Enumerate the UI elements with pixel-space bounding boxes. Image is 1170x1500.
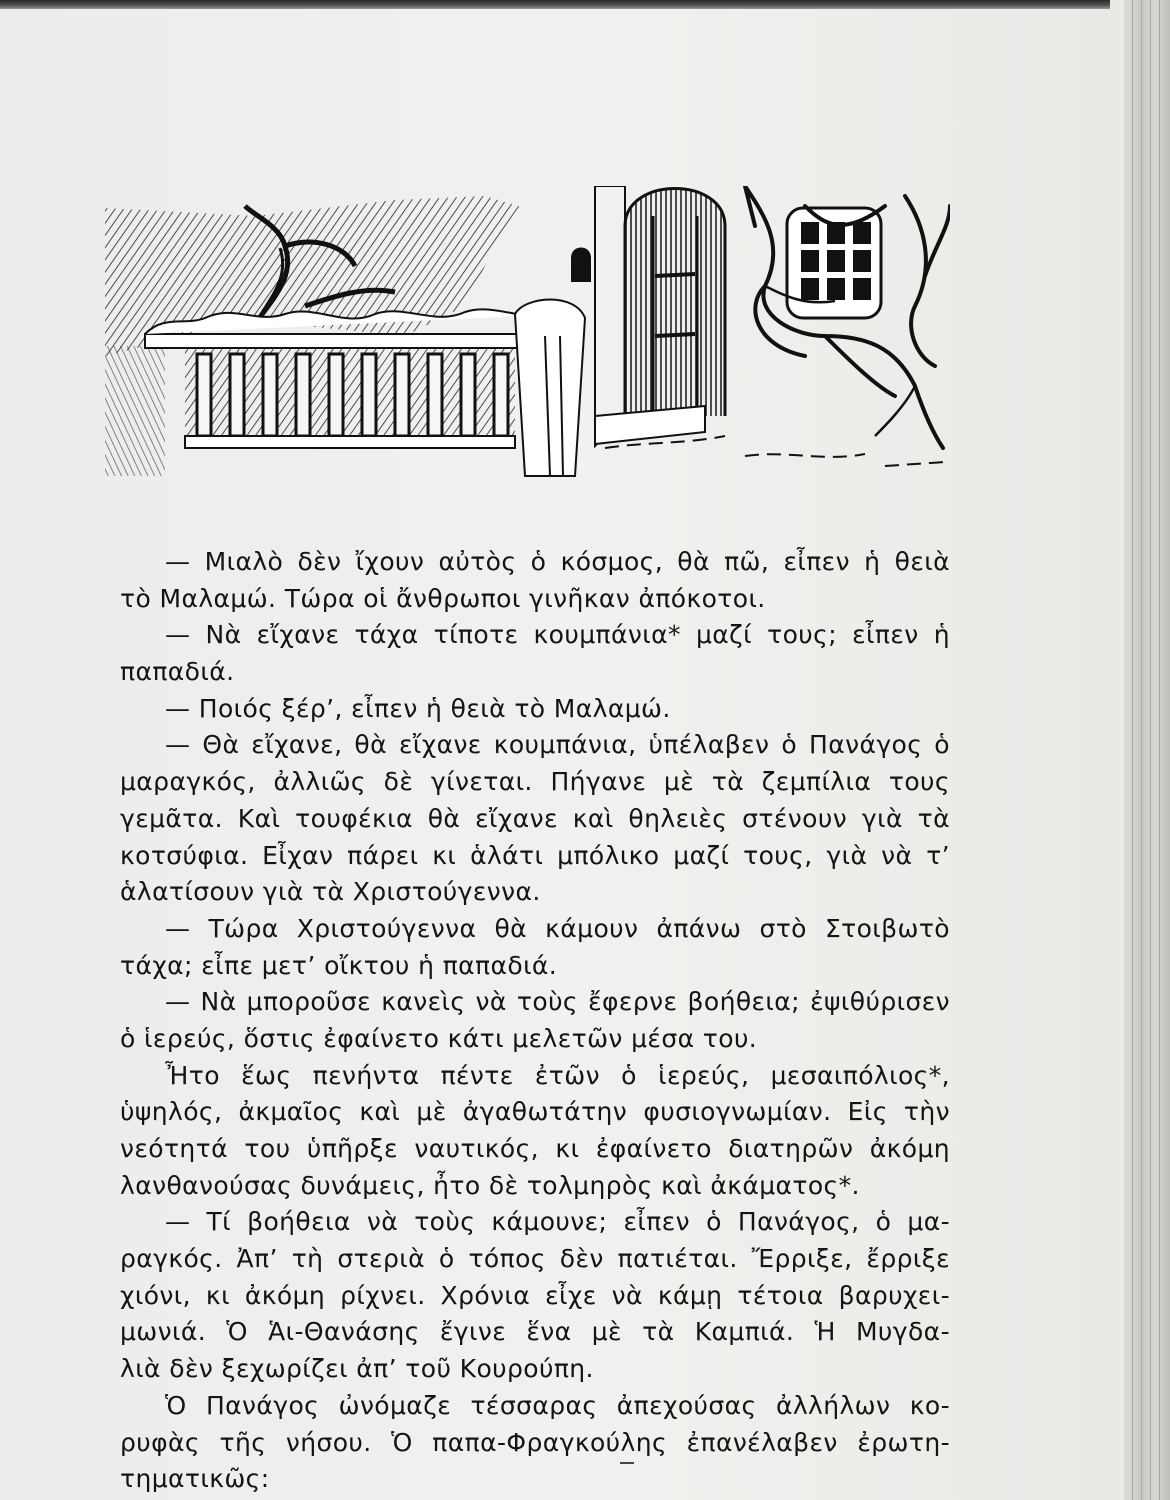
text-line: μωνιά. Ὁ Ἁι-Θανάσης ἔγινε ἕνα μὲ τὰ Καμπιά. Ἡ Μυγδα- [120,1317,950,1347]
text-line: ρυφὰς τῆς νήσου. Ὁ παπα-Φραγκούλης ἐπανέλαβεν ἐρωτη- [120,1427,950,1457]
text-line: κοτσύφια. Εἶχαν πάρει κι ἁλάτι μπόλικο μαζί τους, γιὰ νὰ τ’ [120,840,950,870]
text-line: — Νὰ εἴχανε τάχα τίποτε κουμπάνια* μαζί τους; εἶπεν ἡ [165,620,950,650]
text-line: — Νὰ μποροῦσε κανεὶς νὰ τοὺς ἔφερνε βοήθεια; ἐψιθύρισεν [165,987,950,1017]
text-line: — Ποιός ξέρ’, εἶπεν ἡ θειὰ τὸ Μαλαμώ. [165,693,671,723]
text-line: ὑψηλός, ἀκμαῖος καὶ μὲ ἀγαθωτάτην φυσιογνωμίαν. Εἰς τὴν [120,1097,950,1127]
text-line: ραγκός. Ἀπ’ τὴ στεριὰ ὁ τόπος δὲν πατιέται. Ἔρριξε, ἔρριξε [120,1244,950,1274]
text-line: — Μιαλὸ δὲν ἴχουν αὐτὸς ὁ κόσμος, θὰ πῶ, εἶπεν ἡ θειὰ [165,547,950,576]
text-line: Ἦτο ἕως πενήντα πέντε ἐτῶν ὁ ἱερεύς, μεσαιπόλιος*, [165,1060,950,1090]
text-line: λιὰ δὲν ξεχωρίζει ἀπ’ τοῦ Κουρούπη. [120,1354,594,1384]
text-line: τάχα; εἶπε μετ’ οἴκτου ἡ παπαδιά. [120,950,558,980]
text-line: γεμᾶτα. Καὶ τουφέκια θὰ εἴχανε καὶ θηλειὲς στένουν γιὰ τὰ [120,803,950,833]
text-line: παπαδιά. [120,657,235,687]
text-line: — Τί βοήθεια νὰ τοὺς κάμουνε; εἶπεν ὁ Πανάγος, ὁ μα- [165,1207,950,1237]
text-line: χιόνι, κι ἀκόμη ρίχνει. Χρόνια εἶχε νὰ κάμῃ τέτοια βαρυχει- [120,1280,950,1310]
text-line: ἁλατίσουν γιὰ τὰ Χριστούγεννα. [120,877,541,907]
text-line: — Θὰ εἴχανε, θὰ εἴχανε κουμπάνια, ὑπέλαβεν ὁ Πανάγος ὁ [165,730,950,760]
text-line: τηματικῶς: [120,1464,270,1494]
text-line: — Τώρα Χριστούγεννα θὰ κάμουν ἀπάνω στὸ Στοιβωτὸ [165,913,950,943]
text-line: νεότητά του ὑπῆρξε ναυτικός, κι ἐφαίνετο διατηρῶν ἀκόμη [120,1134,950,1163]
page-top-edge [0,0,1110,9]
text-line: τὸ Μαλαμώ. Τώρα οἱ ἄνθρωποι γινῆκαν ἀπόκοτοι. [120,583,766,613]
page-mark [620,1462,634,1464]
text-line: ὁ ἱερεύς, ὅστις ἐφαίνετο κάτι μελετῶν μέσα του. [120,1023,758,1053]
page-right-edge [1124,0,1170,1500]
body-text [120,544,950,1498]
text-line: Ὁ Πανάγος ὠνόμαζε τέσσαρας ἀπεχούσας ἀλλήλων κο- [165,1390,950,1420]
text-line: μαραγκός, ἀλλιῶς δὲ γίνεται. Πήγανε μὲ τὰ ζεμπίλια τους [120,767,950,797]
village-courtyard-illustration-icon [105,186,950,482]
text-line: λανθανούσας δυνάμεις, ἦτο δὲ τολμηρὸς καὶ ἀκάματος*. [120,1170,860,1200]
